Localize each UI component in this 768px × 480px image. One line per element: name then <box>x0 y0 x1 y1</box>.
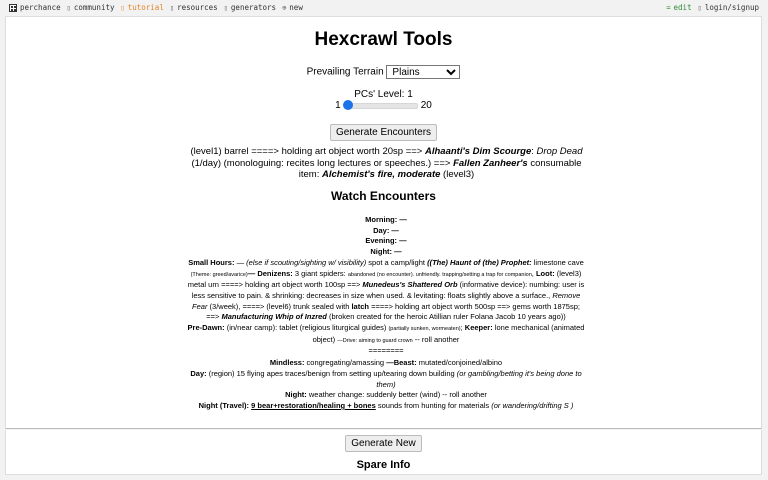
nav-link-label: edit <box>673 3 692 12</box>
terrain-label: Prevailing Terrain <box>306 66 384 78</box>
watch-night <box>186 247 586 258</box>
watch-label: —Beast: <box>386 358 417 368</box>
spell-name: Remove Fear <box>192 290 581 311</box>
pcs-level-label: PCs' Level: 1 <box>354 89 413 100</box>
watch-label: Day: <box>190 368 207 378</box>
lock-type: latch <box>351 301 369 311</box>
watch-text: (in/near camp): tablet (religious liturgical guides) <box>224 323 389 333</box>
generate-new-button[interactable]: Generate New <box>345 435 421 452</box>
watch-night-travel <box>186 401 586 412</box>
watch-text: (level3) metal urn ====> holding art object worth 100sp ==> <box>187 268 582 290</box>
pcs-level-slider-row <box>6 100 761 111</box>
watch-mindless <box>186 358 586 369</box>
nav-link-new[interactable] <box>282 3 303 12</box>
watch-text: limestone cave <box>531 257 584 267</box>
bottom-panel <box>5 430 762 475</box>
watch-text: (region) 15 flying apes traces/benign from setting up/tearing down building <box>206 368 457 378</box>
watch-label: Day: <box>373 225 390 235</box>
watch-evening <box>186 236 586 247</box>
nav-link-login-signup[interactable] <box>698 3 759 12</box>
nav-link-label: new <box>289 3 303 12</box>
terrain-row <box>6 65 761 79</box>
encounter-text: : <box>531 146 537 157</box>
watch-text: (or wandering/drifting S ) <box>491 400 574 410</box>
watch-text: (else if scouting/sighting w/ visibility) <box>246 257 367 267</box>
watch-night-weather <box>186 390 586 401</box>
pcs-level-slider[interactable] <box>344 103 418 109</box>
watch-text: weather change: suddenly better (wind) -- roll another <box>306 390 487 400</box>
encounter-text: (level3) <box>440 169 475 180</box>
nav-link-label: community <box>73 3 115 12</box>
watch-value: — <box>392 247 402 257</box>
watch-text: mutated/conjoined/albino <box>416 358 503 368</box>
drive-note: —Drive: aiming to guard crown <box>337 337 413 344</box>
watch-encounters-list <box>186 215 586 412</box>
watch-text: spot a camp/light <box>366 257 428 267</box>
nav-link-label: resources <box>177 3 218 12</box>
watch-label: — Denizens: <box>247 268 293 278</box>
watch-label: Morning: <box>365 215 398 224</box>
location-name: ((The) Haunt of (the) Prophet: <box>427 257 532 267</box>
slider-max-label: 20 <box>420 100 432 111</box>
watch-text: (or gambling/betting it's being done to them) <box>376 368 582 389</box>
nav-link-edit[interactable] <box>666 3 691 12</box>
condition-note: (partially sunken, wormeaten) <box>388 326 461 333</box>
watch-text: lone mechanical (animated object) <box>312 323 585 344</box>
watch-text: sounds from hunting for materials <box>375 400 492 410</box>
slider-thumb[interactable] <box>343 100 353 110</box>
theme-note: (Theme: greed/avarice) <box>190 271 248 278</box>
nav-link-community[interactable] <box>67 3 115 12</box>
encounter-text: (level1) barrel ====> holding art object worth 20sp ==> <box>190 146 425 157</box>
encounter-result <box>189 146 584 181</box>
top-nav-right <box>666 3 759 12</box>
magic-item-name: Manufacturing Whip of Inzred <box>221 312 327 322</box>
item-power: Drop Dead <box>536 146 583 157</box>
watch-text: — <box>234 257 247 267</box>
watch-label: Night: <box>285 390 307 400</box>
terrain-select[interactable] <box>386 65 460 79</box>
watch-label: Evening: <box>365 236 398 246</box>
magic-item-name: Munedeus's Shattered Orb <box>362 280 458 290</box>
people-icon: ▯ <box>66 3 71 12</box>
watch-day-region <box>186 369 586 390</box>
watch-text: ====> holding art object worth 500sp ==> gems worth 1875sp; ==> <box>206 301 580 322</box>
generate-encounters-wrap <box>6 122 761 141</box>
watch-text: (informative device): numbing: user is less sensitive to pain. & shrinking: decreases in size when used. & levitating: floats slightly above a surface., <box>191 280 585 300</box>
nav-link-generators[interactable] <box>224 3 276 12</box>
pencil-icon: = <box>666 3 671 12</box>
denizens-value: 3 giant spiders <box>292 268 344 278</box>
watch-pre-dawn <box>186 323 586 346</box>
consumable-item-name: Alchemist's fire, moderate <box>322 169 441 180</box>
watch-label: Night (Travel): <box>198 400 250 410</box>
nav-link-label: tutorial <box>127 3 164 12</box>
watch-value: — <box>397 215 407 224</box>
nav-link-resources[interactable] <box>170 3 218 12</box>
watch-value: — <box>397 236 407 246</box>
watch-label: Loot: <box>535 268 555 278</box>
grid-icon: ▯ <box>223 3 228 12</box>
watch-value: — <box>389 225 399 235</box>
denizens-note: abandoned (no encounter). unfriendly. trapping/setting a trap for companion <box>347 271 532 278</box>
watch-label: Night: <box>370 247 393 257</box>
page-title: Hexcrawl Tools <box>314 29 453 50</box>
generate-new-wrap <box>6 433 761 452</box>
dice-icon <box>9 4 17 12</box>
watch-morning <box>186 215 586 226</box>
magic-item-name: Alhaanti's Dim Scourge <box>424 146 532 157</box>
watch-label: Small Hours: <box>188 257 235 267</box>
nav-link-label: generators <box>230 3 277 12</box>
separator-text: ======== <box>368 346 404 356</box>
watch-text: (broken created for the heroic Atillian ruler Folana Jacob 10 years ago)) <box>326 312 566 322</box>
nav-link-perchance[interactable] <box>9 3 61 12</box>
watch-text: ; <box>460 323 465 333</box>
watch-text: congregating/amassing <box>304 358 387 368</box>
watch-text: : <box>343 268 348 278</box>
generator-output-panel <box>5 16 762 429</box>
slider-min-label: 1 <box>335 100 341 111</box>
watch-label: Pre-Dawn: <box>187 323 225 333</box>
nav-link-label: login/signup <box>704 3 759 12</box>
watch-day <box>186 226 586 237</box>
book-icon: ▯ <box>120 3 125 12</box>
nav-link-label: perchance <box>20 3 61 12</box>
encounter-text: (1/day) (monologuing: recites long lectures or speeches.) ==> <box>191 157 454 169</box>
magic-item-name: Fallen Zanheer's <box>453 157 528 169</box>
plus-circle-icon: ⊕ <box>282 3 287 12</box>
encounter-text: consumable item: <box>298 157 582 180</box>
top-nav-bar <box>0 0 768 16</box>
watch-label: Keeper: <box>464 323 493 333</box>
watch-text: , <box>531 268 536 278</box>
spare-info-heading: Spare Info <box>356 459 411 471</box>
user-icon: ▯ <box>697 3 702 12</box>
generate-encounters-button[interactable]: Generate Encounters <box>330 124 437 141</box>
encounter-link[interactable]: 9 bear+restoration/healing + bones <box>251 400 376 410</box>
watch-encounters-heading: Watch Encounters <box>331 189 436 203</box>
nav-link-tutorial[interactable] <box>121 3 164 12</box>
box-icon: ▯ <box>169 3 175 12</box>
watch-text: -- roll another <box>412 334 460 344</box>
top-nav-left <box>9 3 303 12</box>
watch-text: (3/week), ====> (level6) trunk sealed with <box>207 301 352 311</box>
watch-small-hours <box>186 258 586 323</box>
watch-label: Mindless: <box>269 358 305 368</box>
